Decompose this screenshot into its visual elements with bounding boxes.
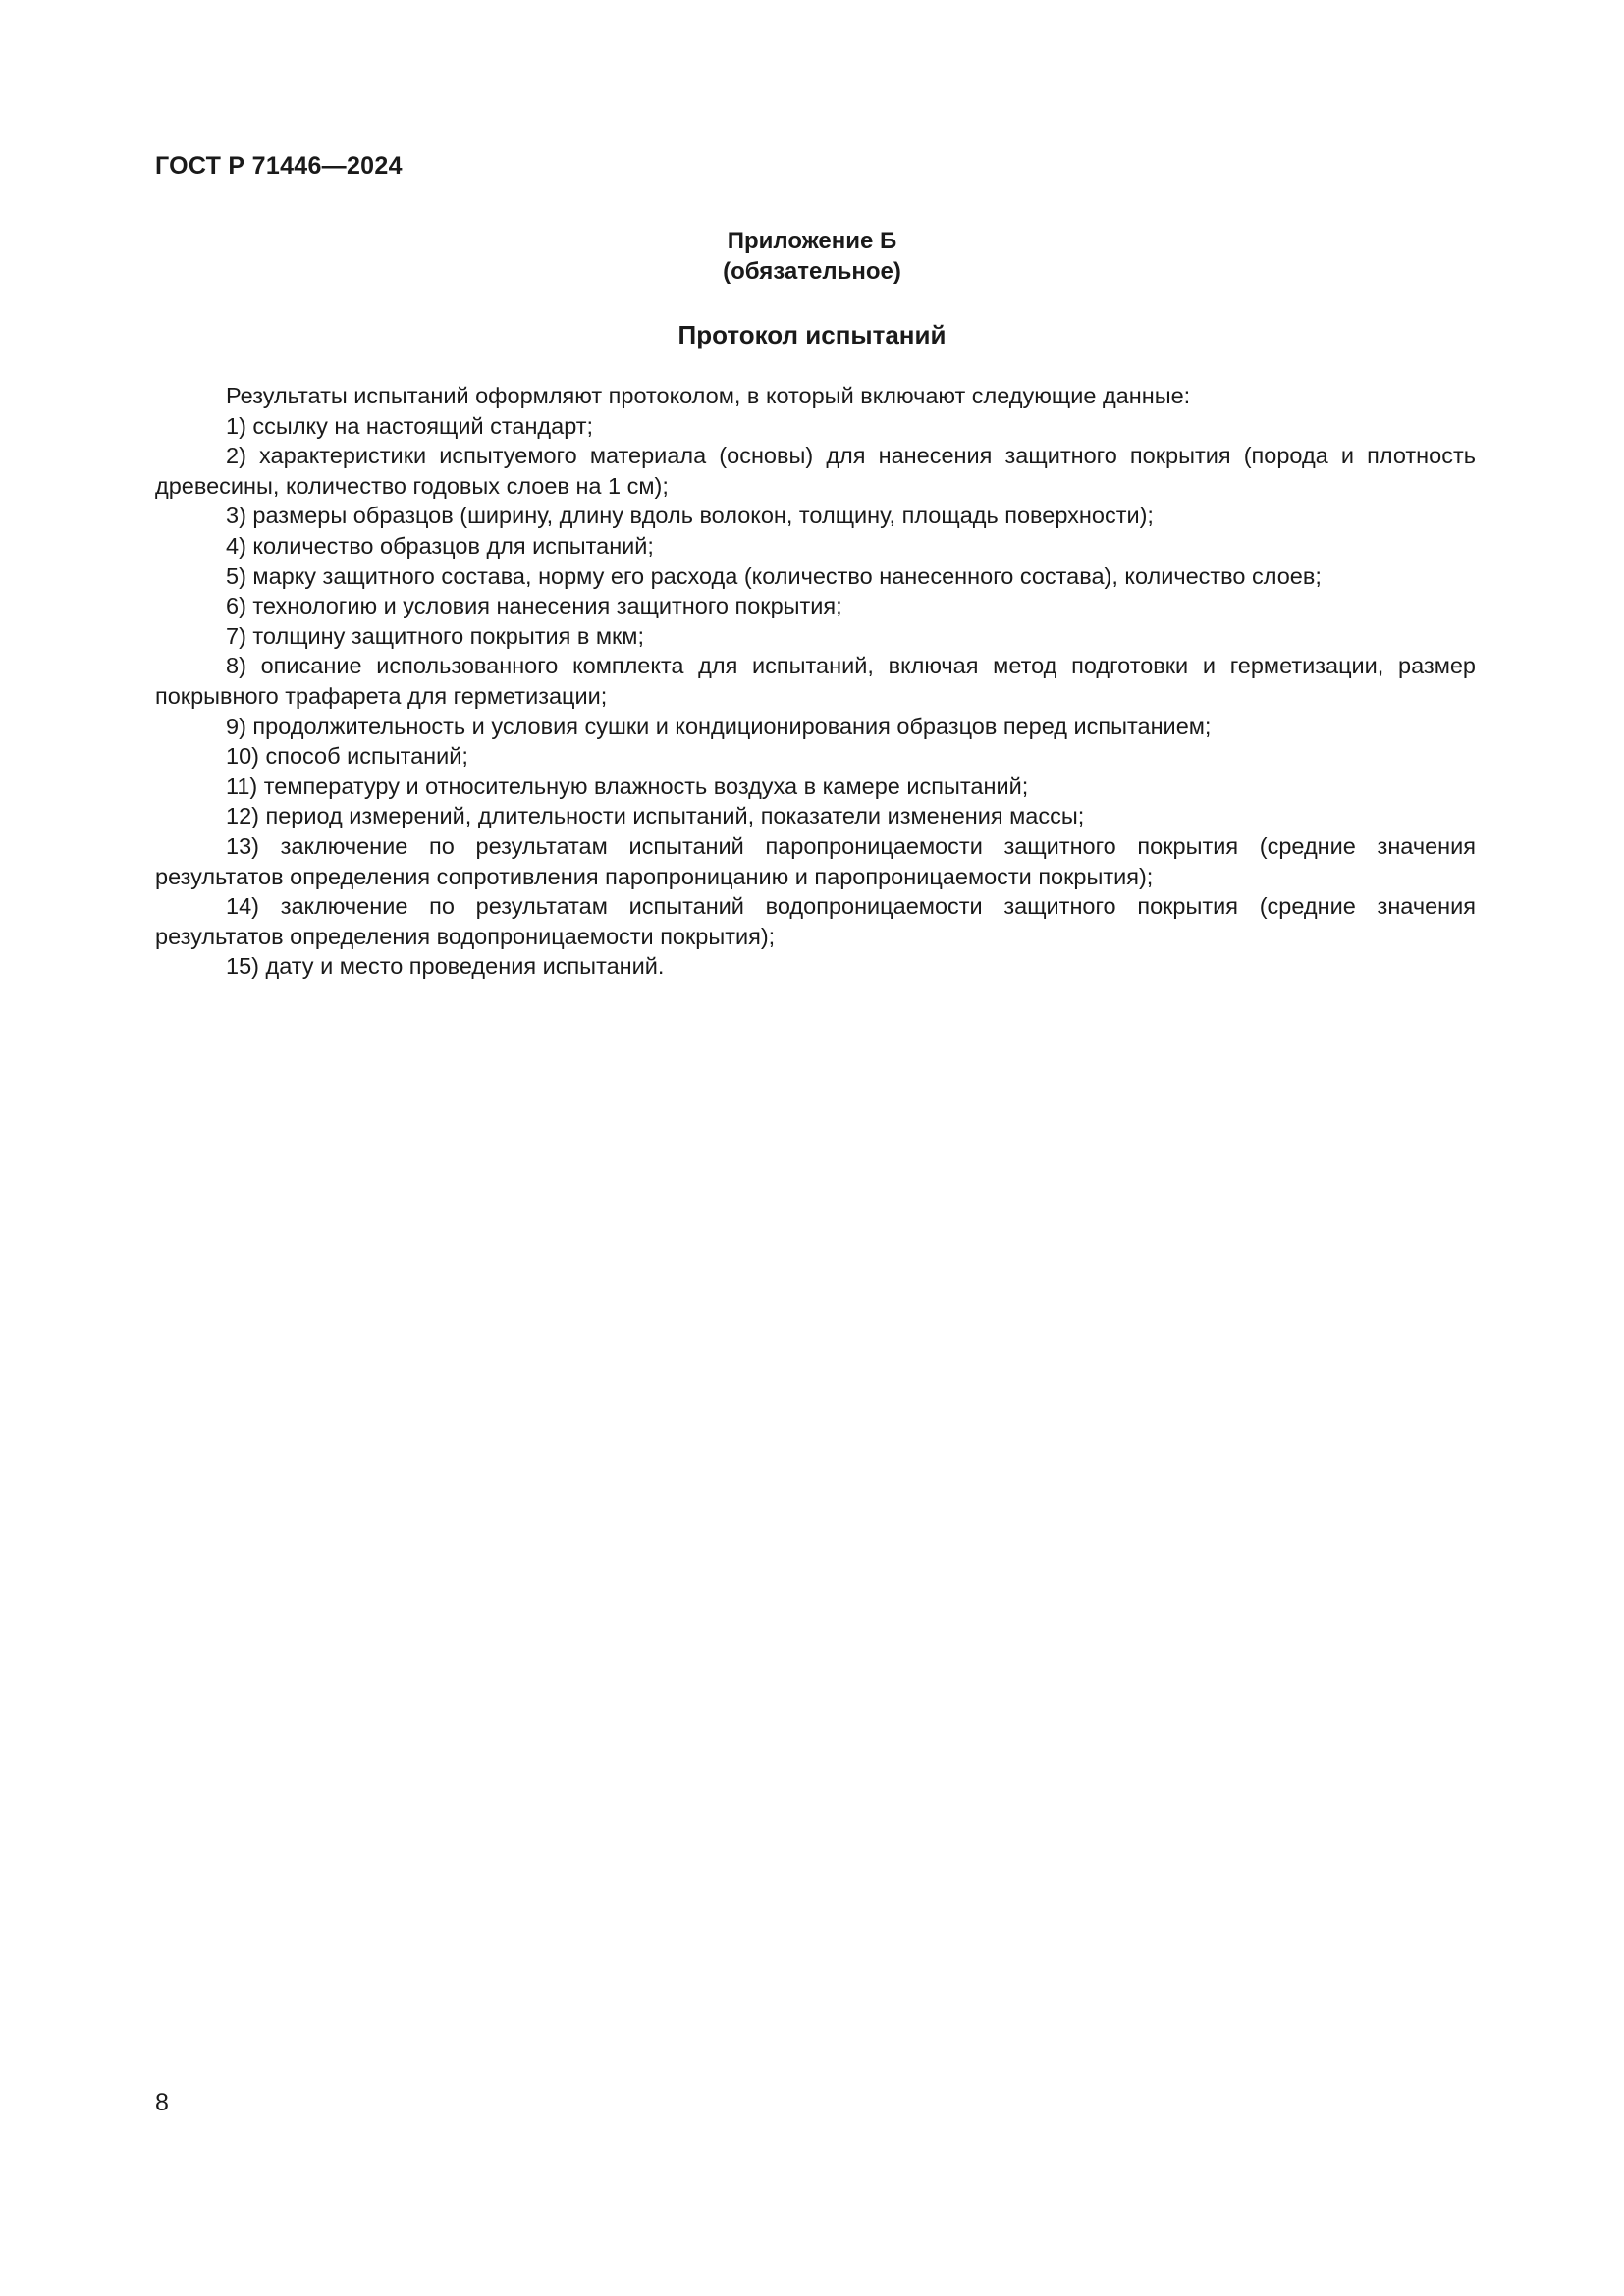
annex-status: (обязательное) — [723, 258, 901, 285]
annex-label: Приложение Б — [727, 228, 897, 254]
list-item: 13) заключение по результатам испытаний паропроницаемости защитного покрытия (средние значения результатов определения сопротивления паропроницанию и паропроницаемости покрытия); — [155, 832, 1476, 889]
list-item: 10) способ испытаний; — [226, 743, 468, 770]
list-item: 3) размеры образцов (ширину, длину вдоль волокон, толщину, площадь поверхности); — [226, 503, 1154, 529]
list-item: 12) период измерений, длительности испытаний, показатели изменения массы; — [226, 803, 1085, 829]
body-text — [155, 381, 1476, 982]
document-code: ГОСТ Р 71446—2024 — [155, 152, 403, 180]
list-item: 4) количество образцов для испытаний; — [226, 532, 654, 559]
intro-paragraph: Результаты испытаний оформляют протоколом, в который включают следующие данные: — [226, 383, 1191, 408]
list-item: 14) заключение по результатам испытаний водопроницаемости защитного покрытия (средние значения результатов определения водопроницаемости покрытия); — [155, 893, 1476, 949]
list-item: 2) характеристики испытуемого материала (основы) для нанесения защитного покрытия (порода и плотность древесины, количество годовых слоев на 1 см); — [155, 443, 1476, 499]
list-item: 6) технологию и условия нанесения защитного покрытия; — [226, 593, 842, 619]
annex-title: Протокол испытаний — [677, 320, 947, 349]
list-item: 5) марку защитного состава, норму его расхода (количество нанесенного состава), количество слоев; — [226, 562, 1322, 589]
list-item: 11) температуру и относительную влажность воздуха в камере испытаний; — [226, 773, 1029, 799]
annex-heading — [0, 226, 1624, 287]
list-item: 8) описание использованного комплекта для испытаний, включая метод подготовки и герметизации, размер покрывного трафарета для герметизации; — [155, 653, 1476, 709]
list-item: 9) продолжительность и условия сушки и кондиционирования образцов перед испытанием; — [226, 713, 1212, 739]
list-item: 7) толщину защитного покрытия в мкм; — [226, 622, 644, 649]
page-number: 8 — [155, 2089, 169, 2116]
list-item: 1) ссылку на настоящий стандарт; — [226, 412, 594, 439]
list-item: 15) дату и место проведения испытаний. — [226, 953, 665, 980]
